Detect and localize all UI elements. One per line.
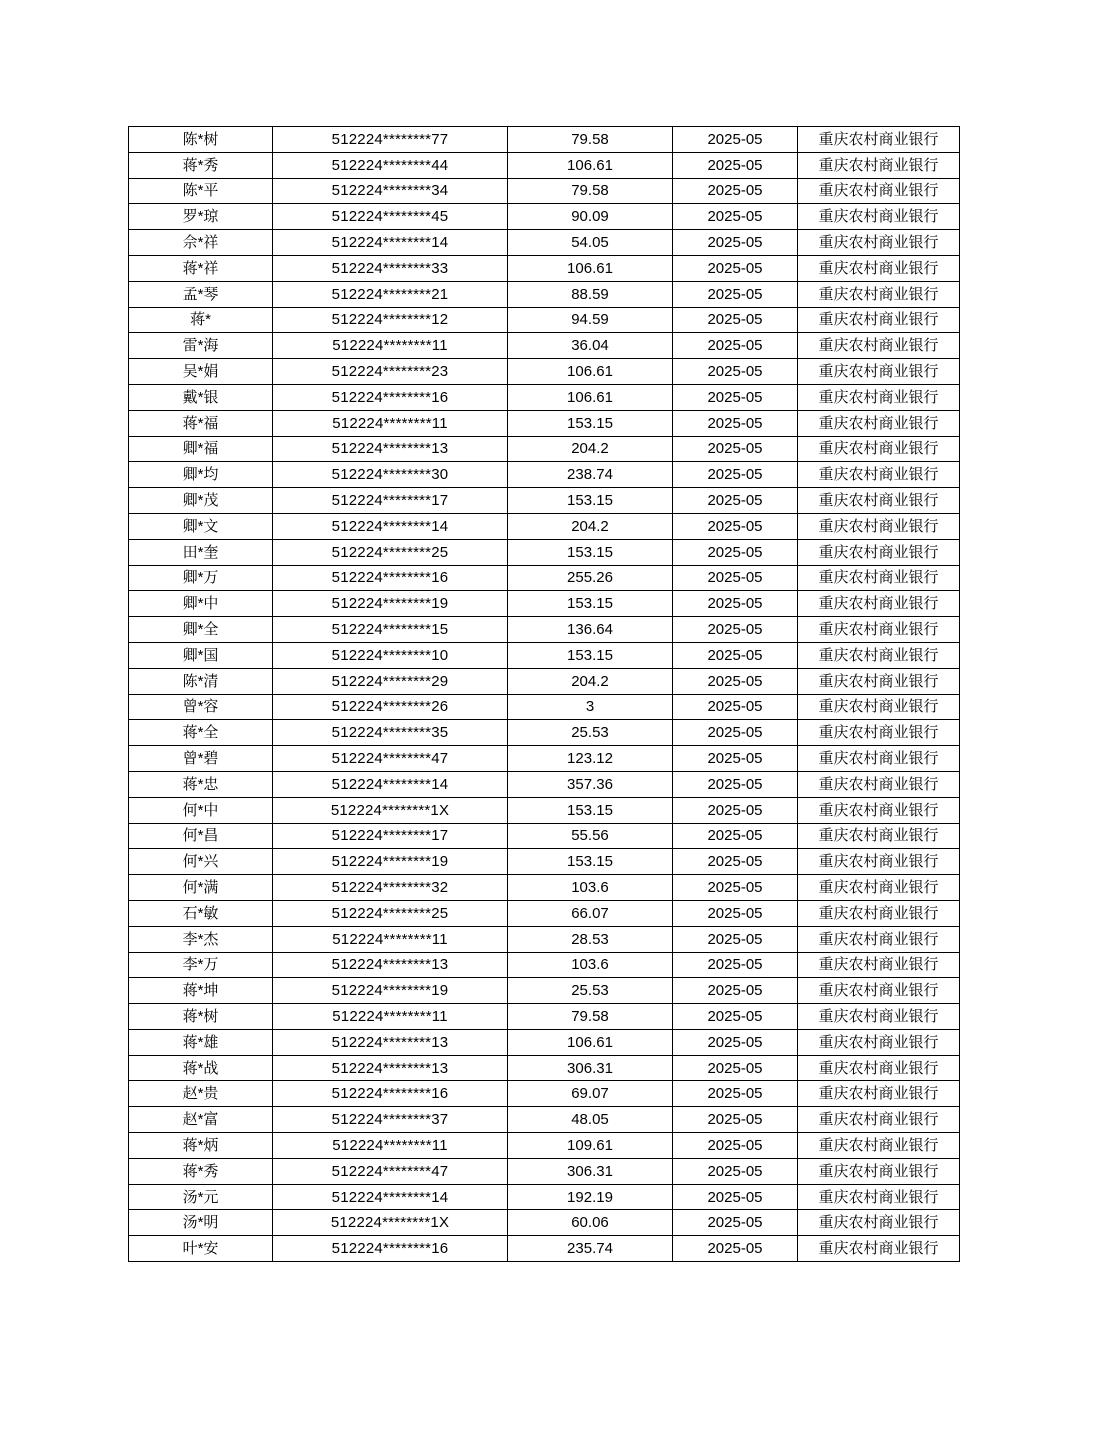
cell-name: 叶*安: [129, 1236, 273, 1262]
cell-amount: 55.56: [508, 823, 673, 849]
cell-name: 李*万: [129, 952, 273, 978]
cell-id: 512224********11: [273, 1133, 508, 1159]
cell-name: 何*昌: [129, 823, 273, 849]
cell-bank: 重庆农村商业银行: [798, 255, 960, 281]
cell-month: 2025-05: [673, 642, 798, 668]
cell-name: 陈*清: [129, 668, 273, 694]
cell-bank: 重庆农村商业银行: [798, 1133, 960, 1159]
table-row: [129, 410, 960, 436]
cell-name: 蒋*雄: [129, 1029, 273, 1055]
cell-name: 汤*明: [129, 1210, 273, 1236]
cell-id: 512224********47: [273, 1158, 508, 1184]
cell-bank: 重庆农村商业银行: [798, 410, 960, 436]
cell-bank: 重庆农村商业银行: [798, 539, 960, 565]
table-row: [129, 462, 960, 488]
cell-bank: 重庆农村商业银行: [798, 694, 960, 720]
cell-amount: 79.58: [508, 178, 673, 204]
cell-name: 陈*树: [129, 127, 273, 153]
cell-bank: 重庆农村商业银行: [798, 281, 960, 307]
table-row: [129, 359, 960, 385]
cell-id: 512224********19: [273, 849, 508, 875]
cell-amount: 79.58: [508, 1004, 673, 1030]
cell-id: 512224********16: [273, 1081, 508, 1107]
cell-amount: 204.2: [508, 436, 673, 462]
table-row: [129, 488, 960, 514]
cell-name: 赵*富: [129, 1107, 273, 1133]
cell-id: 512224********17: [273, 823, 508, 849]
cell-bank: 重庆农村商业银行: [798, 1158, 960, 1184]
cell-bank: 重庆农村商业银行: [798, 1184, 960, 1210]
cell-month: 2025-05: [673, 926, 798, 952]
cell-bank: 重庆农村商业银行: [798, 1081, 960, 1107]
cell-amount: 28.53: [508, 926, 673, 952]
cell-bank: 重庆农村商业银行: [798, 746, 960, 772]
cell-month: 2025-05: [673, 539, 798, 565]
cell-id: 512224********1X: [273, 797, 508, 823]
cell-amount: 25.53: [508, 978, 673, 1004]
cell-id: 512224********37: [273, 1107, 508, 1133]
cell-amount: 357.36: [508, 771, 673, 797]
cell-amount: 106.61: [508, 152, 673, 178]
cell-month: 2025-05: [673, 307, 798, 333]
cell-id: 512224********47: [273, 746, 508, 772]
cell-bank: 重庆农村商业银行: [798, 488, 960, 514]
cell-amount: 153.15: [508, 488, 673, 514]
cell-name: 蒋*树: [129, 1004, 273, 1030]
cell-bank: 重庆农村商业银行: [798, 384, 960, 410]
cell-name: 蒋*福: [129, 410, 273, 436]
table-row: [129, 978, 960, 1004]
cell-id: 512224********26: [273, 694, 508, 720]
table-row: [129, 152, 960, 178]
cell-name: 蒋*坤: [129, 978, 273, 1004]
cell-name: 孟*琴: [129, 281, 273, 307]
cell-month: 2025-05: [673, 875, 798, 901]
cell-name: 蒋*全: [129, 720, 273, 746]
cell-bank: 重庆农村商业银行: [798, 565, 960, 591]
table-row: [129, 797, 960, 823]
cell-id: 512224********13: [273, 1029, 508, 1055]
cell-month: 2025-05: [673, 178, 798, 204]
table-row: [129, 900, 960, 926]
cell-month: 2025-05: [673, 1236, 798, 1262]
cell-name: 何*兴: [129, 849, 273, 875]
cell-month: 2025-05: [673, 255, 798, 281]
cell-bank: 重庆农村商业银行: [798, 591, 960, 617]
table-row: [129, 1236, 960, 1262]
cell-month: 2025-05: [673, 410, 798, 436]
cell-amount: 94.59: [508, 307, 673, 333]
table-row: [129, 281, 960, 307]
cell-id: 512224********11: [273, 410, 508, 436]
cell-id: 512224********14: [273, 513, 508, 539]
cell-id: 512224********35: [273, 720, 508, 746]
cell-name: 卿*全: [129, 617, 273, 643]
cell-month: 2025-05: [673, 1029, 798, 1055]
table-row: [129, 333, 960, 359]
cell-month: 2025-05: [673, 127, 798, 153]
cell-month: 2025-05: [673, 488, 798, 514]
cell-bank: 重庆农村商业银行: [798, 152, 960, 178]
cell-name: 吴*娟: [129, 359, 273, 385]
cell-bank: 重庆农村商业银行: [798, 333, 960, 359]
cell-month: 2025-05: [673, 436, 798, 462]
table-row: [129, 823, 960, 849]
cell-name: 卿*茂: [129, 488, 273, 514]
cell-name: 蒋*忠: [129, 771, 273, 797]
cell-month: 2025-05: [673, 1081, 798, 1107]
cell-name: 田*奎: [129, 539, 273, 565]
cell-amount: 25.53: [508, 720, 673, 746]
cell-id: 512224********29: [273, 668, 508, 694]
cell-id: 512224********1X: [273, 1210, 508, 1236]
cell-bank: 重庆农村商业银行: [798, 978, 960, 1004]
cell-month: 2025-05: [673, 204, 798, 230]
cell-name: 李*杰: [129, 926, 273, 952]
cell-name: 雷*海: [129, 333, 273, 359]
cell-id: 512224********16: [273, 384, 508, 410]
cell-month: 2025-05: [673, 359, 798, 385]
cell-id: 512224********16: [273, 1236, 508, 1262]
cell-id: 512224********33: [273, 255, 508, 281]
cell-bank: 重庆农村商业银行: [798, 1210, 960, 1236]
table-row: [129, 849, 960, 875]
cell-name: 赵*贵: [129, 1081, 273, 1107]
cell-bank: 重庆农村商业银行: [798, 436, 960, 462]
cell-amount: 204.2: [508, 513, 673, 539]
cell-name: 陈*平: [129, 178, 273, 204]
cell-name: 卿*中: [129, 591, 273, 617]
cell-id: 512224********13: [273, 1055, 508, 1081]
table-row: [129, 178, 960, 204]
cell-amount: 69.07: [508, 1081, 673, 1107]
cell-amount: 204.2: [508, 668, 673, 694]
cell-amount: 306.31: [508, 1055, 673, 1081]
cell-bank: 重庆农村商业银行: [798, 875, 960, 901]
cell-month: 2025-05: [673, 746, 798, 772]
cell-bank: 重庆农村商业银行: [798, 1029, 960, 1055]
cell-id: 512224********12: [273, 307, 508, 333]
cell-id: 512224********44: [273, 152, 508, 178]
cell-id: 512224********19: [273, 978, 508, 1004]
cell-month: 2025-05: [673, 694, 798, 720]
cell-amount: 48.05: [508, 1107, 673, 1133]
cell-month: 2025-05: [673, 1107, 798, 1133]
table-row: [129, 255, 960, 281]
cell-id: 512224********34: [273, 178, 508, 204]
cell-id: 512224********11: [273, 1004, 508, 1030]
cell-amount: 106.61: [508, 384, 673, 410]
cell-bank: 重庆农村商业银行: [798, 307, 960, 333]
cell-month: 2025-05: [673, 668, 798, 694]
table-row: [129, 875, 960, 901]
table-row: [129, 771, 960, 797]
cell-bank: 重庆农村商业银行: [798, 1236, 960, 1262]
cell-month: 2025-05: [673, 281, 798, 307]
cell-id: 512224********17: [273, 488, 508, 514]
table-row: [129, 565, 960, 591]
table-row: [129, 1210, 960, 1236]
cell-bank: 重庆农村商业银行: [798, 230, 960, 256]
cell-month: 2025-05: [673, 823, 798, 849]
cell-bank: 重庆农村商业银行: [798, 178, 960, 204]
cell-name: 蒋*秀: [129, 152, 273, 178]
cell-amount: 136.64: [508, 617, 673, 643]
cell-name: 卿*均: [129, 462, 273, 488]
cell-month: 2025-05: [673, 1133, 798, 1159]
table-row: [129, 384, 960, 410]
cell-amount: 153.15: [508, 797, 673, 823]
cell-name: 戴*银: [129, 384, 273, 410]
cell-amount: 79.58: [508, 127, 673, 153]
table-row: [129, 1081, 960, 1107]
cell-name: 汤*元: [129, 1184, 273, 1210]
cell-amount: 66.07: [508, 900, 673, 926]
cell-amount: 153.15: [508, 849, 673, 875]
cell-bank: 重庆农村商业银行: [798, 952, 960, 978]
cell-id: 512224********13: [273, 436, 508, 462]
cell-bank: 重庆农村商业银行: [798, 668, 960, 694]
cell-month: 2025-05: [673, 1210, 798, 1236]
cell-id: 512224********14: [273, 230, 508, 256]
table-row: [129, 1055, 960, 1081]
cell-name: 蒋*炳: [129, 1133, 273, 1159]
cell-amount: 255.26: [508, 565, 673, 591]
cell-name: 蒋*祥: [129, 255, 273, 281]
cell-amount: 153.15: [508, 539, 673, 565]
cell-month: 2025-05: [673, 849, 798, 875]
cell-id: 512224********32: [273, 875, 508, 901]
cell-month: 2025-05: [673, 1184, 798, 1210]
cell-bank: 重庆农村商业银行: [798, 1055, 960, 1081]
table-row: [129, 539, 960, 565]
cell-id: 512224********14: [273, 771, 508, 797]
table-row: [129, 230, 960, 256]
cell-month: 2025-05: [673, 978, 798, 1004]
table-row: [129, 926, 960, 952]
cell-amount: 123.12: [508, 746, 673, 772]
table-row: [129, 1184, 960, 1210]
payment-table: [128, 126, 960, 1262]
cell-name: 蒋*战: [129, 1055, 273, 1081]
cell-amount: 238.74: [508, 462, 673, 488]
cell-amount: 235.74: [508, 1236, 673, 1262]
table-row: [129, 591, 960, 617]
cell-amount: 3: [508, 694, 673, 720]
cell-month: 2025-05: [673, 797, 798, 823]
cell-bank: 重庆农村商业银行: [798, 127, 960, 153]
cell-amount: 103.6: [508, 952, 673, 978]
cell-month: 2025-05: [673, 384, 798, 410]
cell-bank: 重庆农村商业银行: [798, 1004, 960, 1030]
cell-name: 蒋*: [129, 307, 273, 333]
cell-amount: 106.61: [508, 359, 673, 385]
cell-amount: 109.61: [508, 1133, 673, 1159]
cell-amount: 153.15: [508, 410, 673, 436]
cell-month: 2025-05: [673, 1004, 798, 1030]
cell-name: 何*满: [129, 875, 273, 901]
cell-name: 卿*文: [129, 513, 273, 539]
cell-name: 卿*福: [129, 436, 273, 462]
table-row: [129, 617, 960, 643]
cell-name: 卿*万: [129, 565, 273, 591]
cell-month: 2025-05: [673, 565, 798, 591]
cell-name: 曾*容: [129, 694, 273, 720]
cell-amount: 106.61: [508, 255, 673, 281]
table-row: [129, 513, 960, 539]
cell-month: 2025-05: [673, 952, 798, 978]
cell-bank: 重庆农村商业银行: [798, 513, 960, 539]
cell-id: 512224********13: [273, 952, 508, 978]
cell-month: 2025-05: [673, 1055, 798, 1081]
table-row: [129, 1158, 960, 1184]
cell-amount: 54.05: [508, 230, 673, 256]
cell-id: 512224********77: [273, 127, 508, 153]
cell-id: 512224********16: [273, 565, 508, 591]
table-row: [129, 127, 960, 153]
cell-id: 512224********19: [273, 591, 508, 617]
cell-name: 罗*琼: [129, 204, 273, 230]
cell-bank: 重庆农村商业银行: [798, 359, 960, 385]
cell-id: 512224********25: [273, 539, 508, 565]
cell-amount: 106.61: [508, 1029, 673, 1055]
table-row: [129, 952, 960, 978]
table-row: [129, 1029, 960, 1055]
cell-month: 2025-05: [673, 230, 798, 256]
cell-id: 512224********45: [273, 204, 508, 230]
table-row: [129, 1107, 960, 1133]
cell-id: 512224********30: [273, 462, 508, 488]
cell-name: 卿*国: [129, 642, 273, 668]
table-row: [129, 642, 960, 668]
cell-amount: 153.15: [508, 591, 673, 617]
cell-name: 何*中: [129, 797, 273, 823]
table-row: [129, 720, 960, 746]
table-row: [129, 307, 960, 333]
cell-month: 2025-05: [673, 333, 798, 359]
table-row: [129, 1133, 960, 1159]
cell-id: 512224********11: [273, 333, 508, 359]
cell-name: 石*敏: [129, 900, 273, 926]
cell-month: 2025-05: [673, 771, 798, 797]
cell-amount: 103.6: [508, 875, 673, 901]
cell-bank: 重庆农村商业银行: [798, 617, 960, 643]
cell-id: 512224********11: [273, 926, 508, 952]
table-row: [129, 204, 960, 230]
cell-month: 2025-05: [673, 1158, 798, 1184]
cell-bank: 重庆农村商业银行: [798, 849, 960, 875]
cell-bank: 重庆农村商业银行: [798, 1107, 960, 1133]
cell-month: 2025-05: [673, 720, 798, 746]
cell-amount: 306.31: [508, 1158, 673, 1184]
cell-name: 佘*祥: [129, 230, 273, 256]
cell-id: 512224********25: [273, 900, 508, 926]
cell-name: 曾*碧: [129, 746, 273, 772]
cell-bank: 重庆农村商业银行: [798, 462, 960, 488]
cell-bank: 重庆农村商业银行: [798, 797, 960, 823]
cell-amount: 90.09: [508, 204, 673, 230]
cell-bank: 重庆农村商业银行: [798, 204, 960, 230]
table-row: [129, 694, 960, 720]
cell-month: 2025-05: [673, 617, 798, 643]
cell-month: 2025-05: [673, 591, 798, 617]
cell-bank: 重庆农村商业银行: [798, 771, 960, 797]
cell-id: 512224********10: [273, 642, 508, 668]
cell-id: 512224********14: [273, 1184, 508, 1210]
cell-id: 512224********21: [273, 281, 508, 307]
table-row: [129, 1004, 960, 1030]
cell-amount: 192.19: [508, 1184, 673, 1210]
cell-amount: 153.15: [508, 642, 673, 668]
cell-name: 蒋*秀: [129, 1158, 273, 1184]
cell-amount: 60.06: [508, 1210, 673, 1236]
cell-id: 512224********23: [273, 359, 508, 385]
cell-month: 2025-05: [673, 462, 798, 488]
table-row: [129, 746, 960, 772]
cell-month: 2025-05: [673, 513, 798, 539]
table-row: [129, 668, 960, 694]
cell-month: 2025-05: [673, 900, 798, 926]
cell-amount: 36.04: [508, 333, 673, 359]
cell-bank: 重庆农村商业银行: [798, 720, 960, 746]
table-row: [129, 436, 960, 462]
payment-table-body: [129, 127, 960, 1262]
cell-id: 512224********15: [273, 617, 508, 643]
cell-bank: 重庆农村商业银行: [798, 926, 960, 952]
cell-bank: 重庆农村商业银行: [798, 823, 960, 849]
cell-amount: 88.59: [508, 281, 673, 307]
cell-month: 2025-05: [673, 152, 798, 178]
cell-bank: 重庆农村商业银行: [798, 900, 960, 926]
cell-bank: 重庆农村商业银行: [798, 642, 960, 668]
